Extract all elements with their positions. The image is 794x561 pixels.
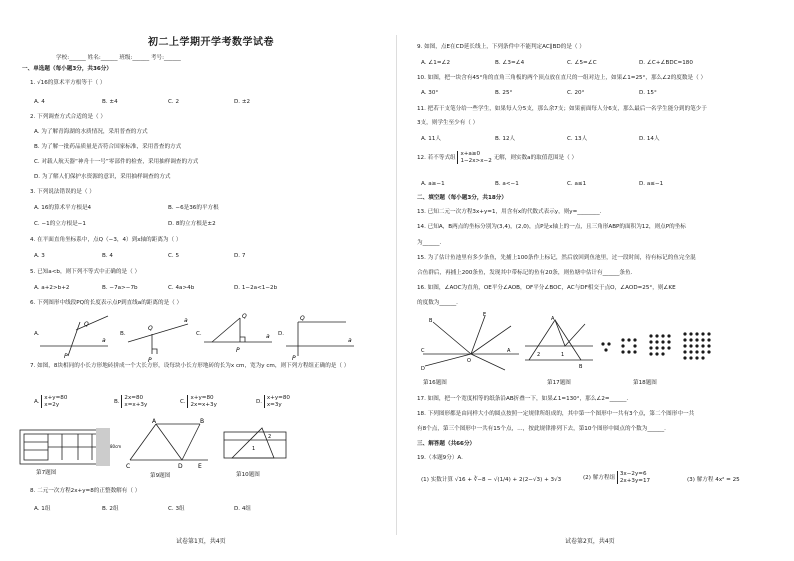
q6-figure-b	[128, 312, 190, 364]
q7-option-a	[34, 395, 67, 408]
q11-option-a: A. 11人	[421, 136, 441, 142]
svg-text:P: P	[236, 347, 240, 354]
q12-eq1: x+a≥0	[460, 151, 481, 157]
q8-option-a: A. 1组	[34, 506, 51, 512]
q6-stem: 6. 下列图形中线段PQ的长度表示点P到直线a的距离的是（ ）	[30, 300, 183, 306]
q6-option-b: B.	[120, 331, 126, 337]
svg-text:P: P	[292, 355, 296, 362]
q10-stem: 10. 如图，把一块含有45°角的直角三角板的两个顶点放在直尺的一组对边上，如果∠1=25°，那么∠2的度数是（ ）	[417, 75, 707, 81]
q14-stem: 14. 已知A，B两点的坐标分别为(3,4)，(2,0)，点P是x轴上的一点，且三角形ABP的面积为12，则点P的坐标	[417, 224, 686, 230]
q11-stem-cont: 3支，则学生至少有（ ）	[417, 120, 479, 126]
q5-option-d: D. 1−2a<1−2b	[234, 285, 278, 291]
q10-option-c: C. 20°	[567, 90, 585, 96]
q8-option-b: B. 2组	[102, 506, 119, 512]
q7-stem-line1	[30, 363, 390, 370]
q4-option-d: D. 7	[234, 253, 246, 259]
q18-stem: 18. 下列图形都是由同样大小的圆点按照一定规律所组成的，其中第一个图形中一共有3个点，第二个图形中一共	[417, 411, 695, 417]
q12-option-a: A. a≥−1	[421, 181, 445, 187]
q11-option-c: C. 13人	[567, 136, 588, 142]
q7-c-eq1: x+y=80	[190, 395, 214, 401]
q12-option-b: B. a<−1	[495, 181, 519, 187]
student-info-line: 学校:______ 姓名:______ 班级:______ 考号:______	[56, 55, 181, 61]
q3-option-b: B. −6是36的平方根	[168, 205, 219, 211]
svg-text:a: a	[348, 337, 352, 344]
fig10-caption: 第10题图	[236, 472, 260, 478]
q7-figure-bricks	[18, 428, 122, 468]
q6-option-d: D.	[278, 331, 285, 337]
q9-option-a: A. ∠1=∠2	[421, 60, 451, 66]
svg-text:E: E	[198, 463, 202, 470]
svg-text:E: E	[483, 312, 487, 318]
q1-option-d: D. ±2	[234, 99, 251, 105]
q2-option-d: D. 为了解人们保护水资源的意识，采用抽样调查的方式	[34, 174, 171, 180]
q14-stem-cont: 为______.	[417, 240, 442, 246]
svg-text:80cm: 80cm	[110, 444, 122, 449]
q17-stem: 17. 如图，把一个宽度相等的纸条沿AB折叠一下，如果∠1=130°，那么∠2=______.	[417, 396, 629, 402]
q19-part-1: (1) 实数计算 √16 + ∛−8 − √(1/4) + 2(2−√3) + 3√3	[421, 477, 562, 483]
q1-stem: 1. √16的算术平方根等于（ ）	[30, 80, 106, 86]
page-2-footer: 试卷第2页，共4页	[565, 538, 615, 545]
q7-a-eq1: x+y=80	[44, 395, 68, 401]
q7-option-d	[256, 395, 290, 408]
section-3-heading: 三、解答题（共66分）	[417, 441, 476, 447]
q2-option-b: B. 为了解一批药品质量是否符合国家标准，采用普查的方式	[34, 144, 182, 150]
q7-d-eq2: x=3y	[266, 401, 282, 408]
q9-figure	[126, 420, 210, 470]
q8-option-d: D. 4组	[234, 506, 252, 512]
q7-option-b-system	[121, 395, 147, 408]
svg-text:Q: Q	[148, 325, 153, 332]
q7-option-a-label: A.	[34, 399, 40, 406]
q10-option-a: A. 30°	[421, 90, 439, 96]
q18-figure	[599, 330, 719, 366]
q16-stem: 16. 如图，∠AOC为直角，OE平分∠AOB，OF平分∠BOC，AC与DF相交于点O，∠AOD=25°，则∠KE	[417, 285, 676, 291]
svg-text:Q: Q	[300, 315, 305, 322]
svg-text:B: B	[579, 364, 583, 370]
q6-option-c: C.	[196, 331, 202, 337]
svg-text:Q: Q	[84, 321, 89, 328]
q4-stem: 4. 在平面直角坐标系中，点Q（−3，4）到x轴的距离为（ ）	[30, 237, 182, 243]
q7-option-b	[114, 395, 147, 408]
q16-stem-cont: 的度数为______.	[417, 300, 458, 306]
q5-option-c: C. 4a>4b	[168, 285, 195, 291]
q7-option-c-label: C.	[180, 399, 186, 406]
q7-stem: 7. 如图，8块相同的小长方形地砖拼成一个大长方形，设每块小长方形地砖的长为x cm，宽为y cm，则下列方程组正确的是（ ）	[30, 363, 350, 369]
q9-option-b: B. ∠3=∠4	[495, 60, 525, 66]
svg-text:Q: Q	[242, 313, 247, 320]
q18-pattern-1	[601, 342, 610, 351]
q2-stem: 2. 下列调查方式合适的是（ ）	[30, 114, 107, 120]
q1-option-c: C. 2	[168, 99, 180, 105]
svg-text:1: 1	[561, 352, 565, 358]
q6-option-a: A.	[34, 331, 40, 337]
q12-stem	[417, 151, 577, 164]
q7-b-eq2: x=x+3y	[124, 401, 148, 408]
q11-option-b: B. 12人	[495, 136, 516, 142]
fig17-caption: 第17题图	[547, 380, 571, 386]
q6-figure-d	[286, 312, 356, 362]
q12-lead: 12. 若不等式组	[417, 155, 456, 162]
q7-d-eq1: x+y=80	[266, 395, 290, 401]
svg-text:B: B	[200, 418, 205, 425]
svg-text:D: D	[421, 366, 425, 372]
q17-figure	[525, 316, 595, 368]
q18-pattern-3	[649, 334, 670, 355]
q2-option-a: A. 为了解青海湖的水质情况，采用普查的方式	[34, 129, 148, 135]
svg-text:C: C	[421, 348, 425, 354]
fig7-caption: 第7题图	[36, 470, 57, 476]
svg-text:P: P	[64, 353, 68, 360]
svg-text:1: 1	[252, 446, 256, 452]
svg-text:A: A	[551, 316, 555, 322]
q12-eq2: 1−2x>x−2	[460, 157, 492, 164]
svg-text:2: 2	[537, 352, 541, 358]
svg-text:2: 2	[268, 434, 272, 440]
q10-option-b: B. 25°	[495, 90, 513, 96]
q9-option-c: C. ∠5=∠C	[567, 60, 597, 66]
q3-option-d: D. 8的立方根是±2	[168, 221, 216, 227]
q7-a-eq2: x=2y	[44, 401, 60, 408]
q19-part-3: (3) 解方程 4x² = 25	[687, 477, 740, 483]
svg-text:a: a	[184, 317, 188, 324]
q19-part-2-system	[617, 471, 650, 484]
fig16-caption: 第16题图	[423, 380, 447, 386]
svg-text:B: B	[429, 318, 433, 324]
svg-text:C: C	[126, 463, 131, 470]
q19-part-2-label: (2) 解方程组	[583, 475, 616, 482]
q11-stem: 11. 把若干支笔分给一些学生，如果每人分5支，那么余7支；如果前面每人分6支，那么最后一名学生能分到的笔少于	[417, 106, 707, 112]
svg-text:P: P	[148, 357, 152, 364]
q11-option-d: D. 14人	[639, 136, 660, 142]
section-1-heading: 一、单选题（每小题3分，共36分）	[22, 66, 112, 72]
q10-figure	[222, 426, 292, 466]
svg-text:O: O	[467, 358, 471, 364]
q5-stem: 5. 已知a<b，则下列不等式中正确的是（ ）	[30, 269, 141, 275]
q12-option-c: C. a≤1	[567, 181, 587, 187]
q3-option-a: A. 16的算术平方根是4	[34, 205, 92, 211]
q7-option-b-label: B.	[114, 399, 120, 406]
q7-option-d-label: D.	[256, 399, 263, 406]
q19-stem: 19.（本题9分）A.	[417, 455, 463, 461]
svg-text:A: A	[152, 418, 157, 425]
svg-text:a: a	[102, 337, 106, 344]
q19-eq1: 3x−2y=6	[619, 471, 647, 477]
q2-option-c: C. 对载人航天器“神舟十一号”零部件的检查，采用抽样调查的方式	[34, 159, 199, 165]
fig18-caption: 第18题图	[633, 380, 657, 386]
exam-title: 初二上学期开学考数学试卷	[148, 37, 274, 48]
q9-option-d: D. ∠C+∠BDC=180	[639, 60, 693, 66]
fig9-caption: 第9题图	[150, 473, 171, 479]
q5-option-a: A. a+2>b+2	[34, 285, 70, 291]
page-1-footer: 试卷第1页，共4页	[176, 538, 226, 545]
q18-stem-cont: 有8个点，第三个图形中一共有15个点，…，按此规律排列下去，第10个图形中圆点的个数为______.	[417, 426, 666, 432]
q16-figure	[421, 314, 521, 372]
q12-option-d: D. a≤−1	[639, 181, 664, 187]
q4-option-a: A. 3	[34, 253, 45, 259]
q12-system	[457, 151, 491, 164]
q1-option-b: B. ±4	[102, 99, 118, 105]
q6-figure-c	[204, 312, 274, 358]
q15-stem-cont: 合鱼群后，再捕上200条鱼，发现其中带标记的鱼有20条，则鱼塘中估计有______条鱼.	[417, 270, 633, 276]
svg-text:A: A	[507, 348, 511, 354]
q7-option-c	[180, 395, 217, 408]
q12-tail: 无解，则实数a的取值范围是（ ）	[493, 155, 578, 162]
q15-stem: 15. 为了估计鱼池里有多少条鱼，先捕上100条作上标记，然后放回到鱼池里，过一段时间，待有标记的鱼完全混	[417, 255, 696, 261]
q13-stem: 13. 已知二元一次方程3x+y=1，用含有x的代数式表示y，则y=________.	[417, 209, 602, 215]
q8-option-c: C. 3组	[168, 506, 185, 512]
q4-option-b: B. 4	[102, 253, 113, 259]
q3-option-c: C. −1的立方根是−1	[34, 221, 86, 227]
q7-option-a-system	[41, 395, 67, 408]
q7-b-eq1: 2x=80	[124, 395, 144, 401]
q4-option-c: C. 5	[168, 253, 180, 259]
q5-option-b: B. −7a>−7b	[102, 285, 138, 291]
section-2-heading: 二、填空题（每小题3分，共18分）	[417, 195, 507, 201]
q18-pattern-2	[621, 338, 636, 353]
q19-eq2: 2x+3y=17	[619, 477, 651, 484]
q7-c-eq2: 2x=x+3y	[190, 401, 217, 408]
q3-stem: 3. 下列说法错误的是（ ）	[30, 189, 95, 195]
q8-stem: 8. 二元一次方程2x+y=8的正整数解有（ ）	[30, 488, 141, 494]
q6-figure-a	[40, 312, 110, 358]
q9-stem: 9. 如图，点E在CD延长线上，下列条件中不能判定AC∥BD的是（ ）	[417, 44, 585, 50]
q10-option-d: D. 15°	[639, 90, 657, 96]
svg-text:a: a	[266, 333, 270, 340]
q19-part-2	[583, 471, 650, 484]
svg-text:D: D	[178, 463, 183, 470]
page-2	[397, 0, 794, 561]
q7-option-d-system	[264, 395, 290, 408]
q1-option-a: A. 4	[34, 99, 45, 105]
q7-option-c-system	[187, 395, 216, 408]
q18-pattern-4	[683, 332, 710, 359]
